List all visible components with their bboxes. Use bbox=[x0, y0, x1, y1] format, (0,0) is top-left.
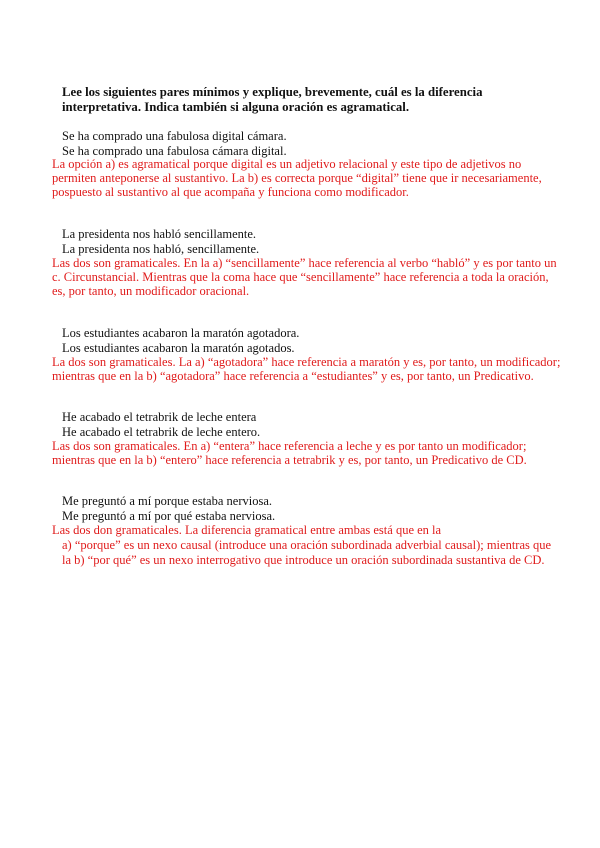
pair-2-answer-line: c. Circunstancial. Mientras que la coma hace que “sencillamente” hace referencia a toda la oración, bbox=[52, 270, 549, 284]
instruction-line-2: interpretativa. Indica también si alguna oración es agramatical. bbox=[62, 100, 410, 114]
pair-3-answer-line: La dos son gramaticales. La a) “agotadora” hace referencia a maratón y es, por tanto, un modificador; bbox=[52, 355, 561, 369]
pair-1-answer-line: La opción a) es agramatical porque digital es un adjetivo relacional y este tipo de adjetivos no bbox=[52, 157, 522, 171]
pair-3-answer-line: mientras que en la b) “agotadora” hace referencia a “estudiantes” y es, por tanto, un Predicativo. bbox=[52, 369, 534, 383]
pair-5-answer-line: Las dos don gramaticales. La diferencia gramatical entre ambas está que en la bbox=[52, 523, 442, 537]
pair-3-sentence-b: Los estudiantes acabaron la maratón agotados. bbox=[62, 341, 295, 355]
pair-4-answer-line: mientras que en la b) “entero” hace referencia a tetrabrik y es, por tanto, un Predicativo de CD. bbox=[52, 453, 527, 467]
pair-4-sentence-a: He acabado el tetrabrik de leche entera bbox=[62, 410, 257, 424]
pair-5-sentence-b: Me preguntó a mí por qué estaba nerviosa. bbox=[62, 509, 276, 523]
pair-4-sentence-b: He acabado el tetrabrik de leche entero. bbox=[62, 425, 261, 439]
pair-1-answer-line: permiten anteponerse al sustantivo. La b) es correcta porque “digital” tiene que ir necesariamente, bbox=[52, 171, 542, 185]
pair-2-sentence-b: La presidenta nos habló, sencillamente. bbox=[62, 242, 260, 256]
pair-5-answer-line: la b) “por qué” es un nexo interrogativo que introduce un oración subordinada sustantiva de CD. bbox=[62, 553, 545, 567]
pair-2-answer-line: Las dos son gramaticales. En la a) “sencillamente” hace referencia al verbo “habló” y es por tanto un bbox=[52, 256, 557, 270]
pair-1-answer-line: pospuesto al sustantivo al que acompaña y funciona como modificador. bbox=[52, 185, 409, 199]
pair-5-sentence-a: Me preguntó a mí porque estaba nerviosa. bbox=[62, 494, 273, 508]
pair-4-answer-line: Las dos son gramaticales. En a) “entera” hace referencia a leche y es por tanto un modificador; bbox=[52, 439, 527, 453]
instruction-line-1: Lee los siguientes pares mínimos y explique, brevemente, cuál es la diferencia bbox=[62, 85, 483, 99]
pair-2-answer-line: es, por tanto, un modificador oracional. bbox=[52, 284, 250, 298]
pair-2-sentence-a: La presidenta nos habló sencillamente. bbox=[62, 227, 257, 241]
pair-1-sentence-b: Se ha comprado una fabulosa cámara digital. bbox=[62, 144, 287, 158]
pair-1-sentence-a: Se ha comprado una fabulosa digital cámara. bbox=[62, 129, 287, 143]
pair-3-sentence-a: Los estudiantes acabaron la maratón agotadora. bbox=[62, 326, 300, 340]
pair-5-answer-line: a) “porque” es un nexo causal (introduce una oración subordinada adverbial causal); mientras que bbox=[62, 538, 552, 552]
